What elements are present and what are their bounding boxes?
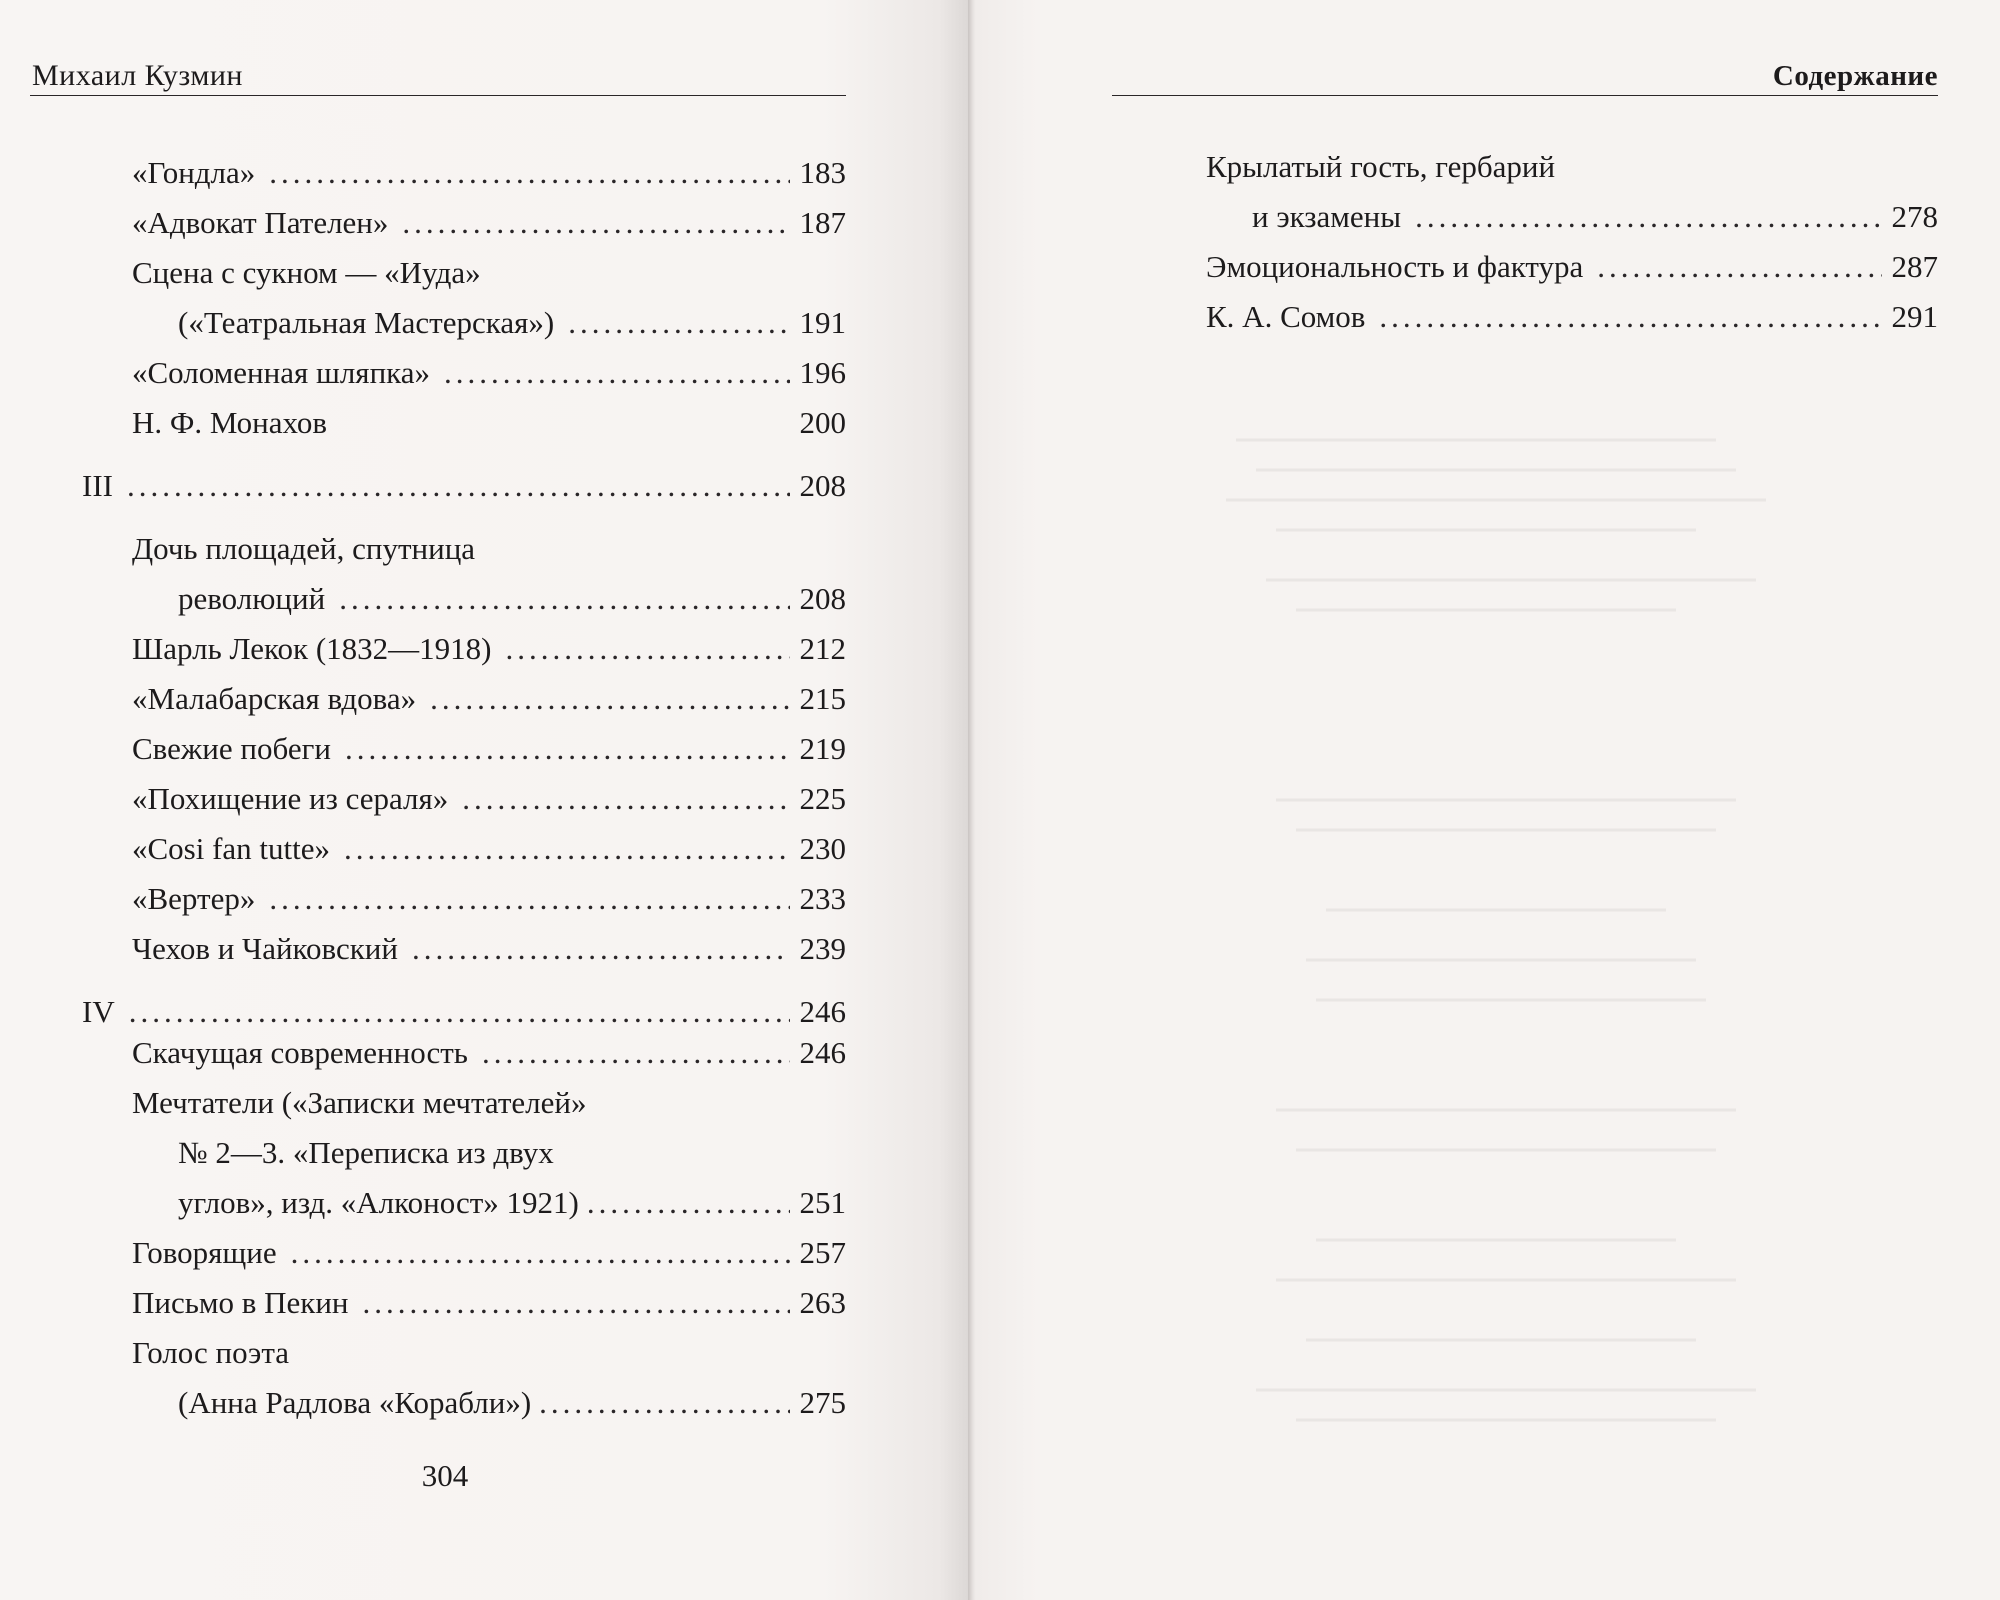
leader-dots bbox=[1597, 242, 1881, 292]
toc-section-numeral: III bbox=[82, 468, 113, 503]
toc-entry-page: 212 bbox=[799, 631, 846, 666]
toc-section-numeral: IV bbox=[82, 994, 115, 1029]
toc-entry bbox=[132, 148, 846, 198]
leader-dots bbox=[402, 198, 789, 248]
toc-entry bbox=[178, 574, 846, 624]
toc-entry-title: Дочь площадей, спутница bbox=[132, 531, 476, 566]
toc-entry bbox=[132, 724, 846, 774]
book-gutter bbox=[968, 0, 976, 1600]
header-rule bbox=[1112, 95, 1938, 96]
leader-dots bbox=[269, 874, 789, 924]
toc-entry-page: 183 bbox=[799, 155, 846, 190]
leader-dots bbox=[482, 1028, 790, 1078]
toc-entry bbox=[132, 774, 846, 824]
toc-entry-title: Скачущая современность bbox=[132, 1035, 468, 1070]
left-page bbox=[0, 0, 968, 1600]
toc-entry-page: 200 bbox=[799, 405, 846, 440]
toc-entry-page: 215 bbox=[799, 681, 846, 716]
toc-entry-title: углов», изд. «Алконост» 1921) bbox=[178, 1185, 579, 1220]
toc-entry-page: 246 bbox=[799, 1035, 846, 1070]
running-head-author: Михаил Кузмин bbox=[32, 59, 243, 92]
toc-section bbox=[82, 461, 846, 511]
toc-entry-page: 257 bbox=[799, 1235, 846, 1270]
toc-entry-title: К. А. Сомов bbox=[1206, 299, 1366, 334]
toc-entry-title: Голос поэта bbox=[132, 1335, 289, 1370]
toc-entry-page: 225 bbox=[799, 781, 846, 816]
toc-entry-title: (Анна Радлова «Корабли») bbox=[178, 1385, 532, 1420]
leader-dots bbox=[462, 774, 789, 824]
toc-entry-title: революций bbox=[178, 581, 326, 616]
toc-entry-page: 239 bbox=[799, 931, 846, 966]
leader-dots bbox=[1379, 292, 1881, 342]
toc-entry bbox=[1206, 242, 1938, 292]
leader-dots bbox=[127, 461, 790, 511]
toc-entry-page: 196 bbox=[799, 355, 846, 390]
toc-entry-title: «Вертер» bbox=[132, 881, 256, 916]
leader-dots bbox=[1415, 192, 1881, 242]
toc-entry-page: 187 bbox=[799, 205, 846, 240]
toc-entry bbox=[132, 1028, 846, 1078]
toc-entry-page: 230 bbox=[799, 831, 846, 866]
toc-entry-title: Крылатый гость, гербарий bbox=[1206, 149, 1556, 184]
toc-entry-page: 287 bbox=[1891, 249, 1938, 284]
leader-dots bbox=[291, 1228, 790, 1278]
leader-dots bbox=[339, 574, 789, 624]
toc-entry-title: «Соломенная шляпка» bbox=[132, 355, 431, 390]
toc-entry-page: 278 bbox=[1891, 199, 1938, 234]
toc-entry bbox=[132, 1228, 846, 1278]
toc-entry bbox=[132, 398, 846, 448]
toc-entry-title: «Адвокат Пателен» bbox=[132, 205, 389, 240]
toc-entry bbox=[178, 1178, 846, 1228]
toc-entry bbox=[132, 874, 846, 924]
leader-dots bbox=[587, 1178, 790, 1228]
toc-entry bbox=[132, 248, 481, 298]
toc-entry bbox=[178, 1128, 554, 1178]
leader-dots bbox=[412, 924, 790, 974]
leader-dots bbox=[430, 674, 789, 724]
toc-entry-page: 219 bbox=[799, 731, 846, 766]
toc-entry-title: Мечтатели («Записки мечтателей» bbox=[132, 1085, 587, 1120]
toc-entry-title: Свежие побеги bbox=[132, 731, 331, 766]
toc-entry bbox=[132, 524, 475, 574]
toc-entry-title: Н. Ф. Монахов bbox=[132, 405, 327, 440]
toc-entry bbox=[132, 1328, 289, 1378]
toc-entry-page: 291 bbox=[1891, 299, 1938, 334]
toc-entry-title: Эмоциональность и фактура bbox=[1206, 249, 1584, 284]
toc-entry-page: 208 bbox=[799, 581, 846, 616]
toc-entry-page: 263 bbox=[799, 1285, 846, 1320]
leader-dots bbox=[568, 298, 789, 348]
toc-entry-title: Чехов и Чайковский bbox=[132, 931, 398, 966]
toc-entry bbox=[132, 674, 846, 724]
toc-entry-title: Говорящие bbox=[132, 1235, 277, 1270]
leader-dots bbox=[363, 1278, 790, 1328]
toc-entry-title: «Малабарская вдова» bbox=[132, 681, 417, 716]
toc-entry-title: № 2—3. «Переписка из двух bbox=[178, 1135, 554, 1170]
toc-entry bbox=[132, 1078, 586, 1128]
toc-entry-page: 233 bbox=[799, 881, 846, 916]
toc-entry-title: «Cosi fan tutte» bbox=[132, 831, 331, 866]
toc-entry-title: Письмо в Пекин bbox=[132, 1285, 349, 1320]
toc-entry bbox=[132, 824, 846, 874]
toc-entry-title: «Похищение из сераля» bbox=[132, 781, 449, 816]
leader-dots bbox=[345, 724, 790, 774]
toc-entry bbox=[132, 624, 846, 674]
right-page bbox=[976, 0, 2000, 1600]
toc-entry-title: и экзамены bbox=[1252, 199, 1402, 234]
running-head-contents: Содержание bbox=[1772, 60, 1938, 92]
leader-dots bbox=[444, 348, 789, 398]
leader-dots bbox=[539, 1378, 789, 1428]
toc-entry bbox=[178, 1378, 846, 1428]
leader-dots bbox=[269, 148, 789, 198]
toc-entry-title: («Театральная Мастерская») bbox=[178, 305, 555, 340]
leader-dots bbox=[506, 624, 790, 674]
toc-entry bbox=[132, 924, 846, 974]
toc-entry bbox=[1252, 192, 1938, 242]
toc-entry-title: Сцена с сукном — «Иуда» bbox=[132, 255, 481, 290]
toc-entry bbox=[132, 198, 846, 248]
toc-entry bbox=[1206, 142, 1555, 192]
toc-entry-page: 208 bbox=[799, 468, 846, 503]
toc-entry-page: 251 bbox=[799, 1185, 846, 1220]
leader-dots bbox=[344, 824, 789, 874]
toc-entry-page: 246 bbox=[799, 994, 846, 1029]
toc-entry-title: «Гондла» bbox=[132, 155, 256, 190]
toc-entry bbox=[1206, 292, 1938, 342]
header-rule bbox=[30, 95, 846, 96]
toc-entry bbox=[178, 298, 846, 348]
page-number: 304 bbox=[421, 1458, 469, 1493]
toc-entry-title: Шарль Лекок (1832—1918) bbox=[132, 631, 492, 666]
toc-entry bbox=[132, 1278, 846, 1328]
toc-entry-page: 191 bbox=[799, 305, 846, 340]
toc-entry-page: 275 bbox=[799, 1385, 846, 1420]
toc-entry bbox=[132, 348, 846, 398]
